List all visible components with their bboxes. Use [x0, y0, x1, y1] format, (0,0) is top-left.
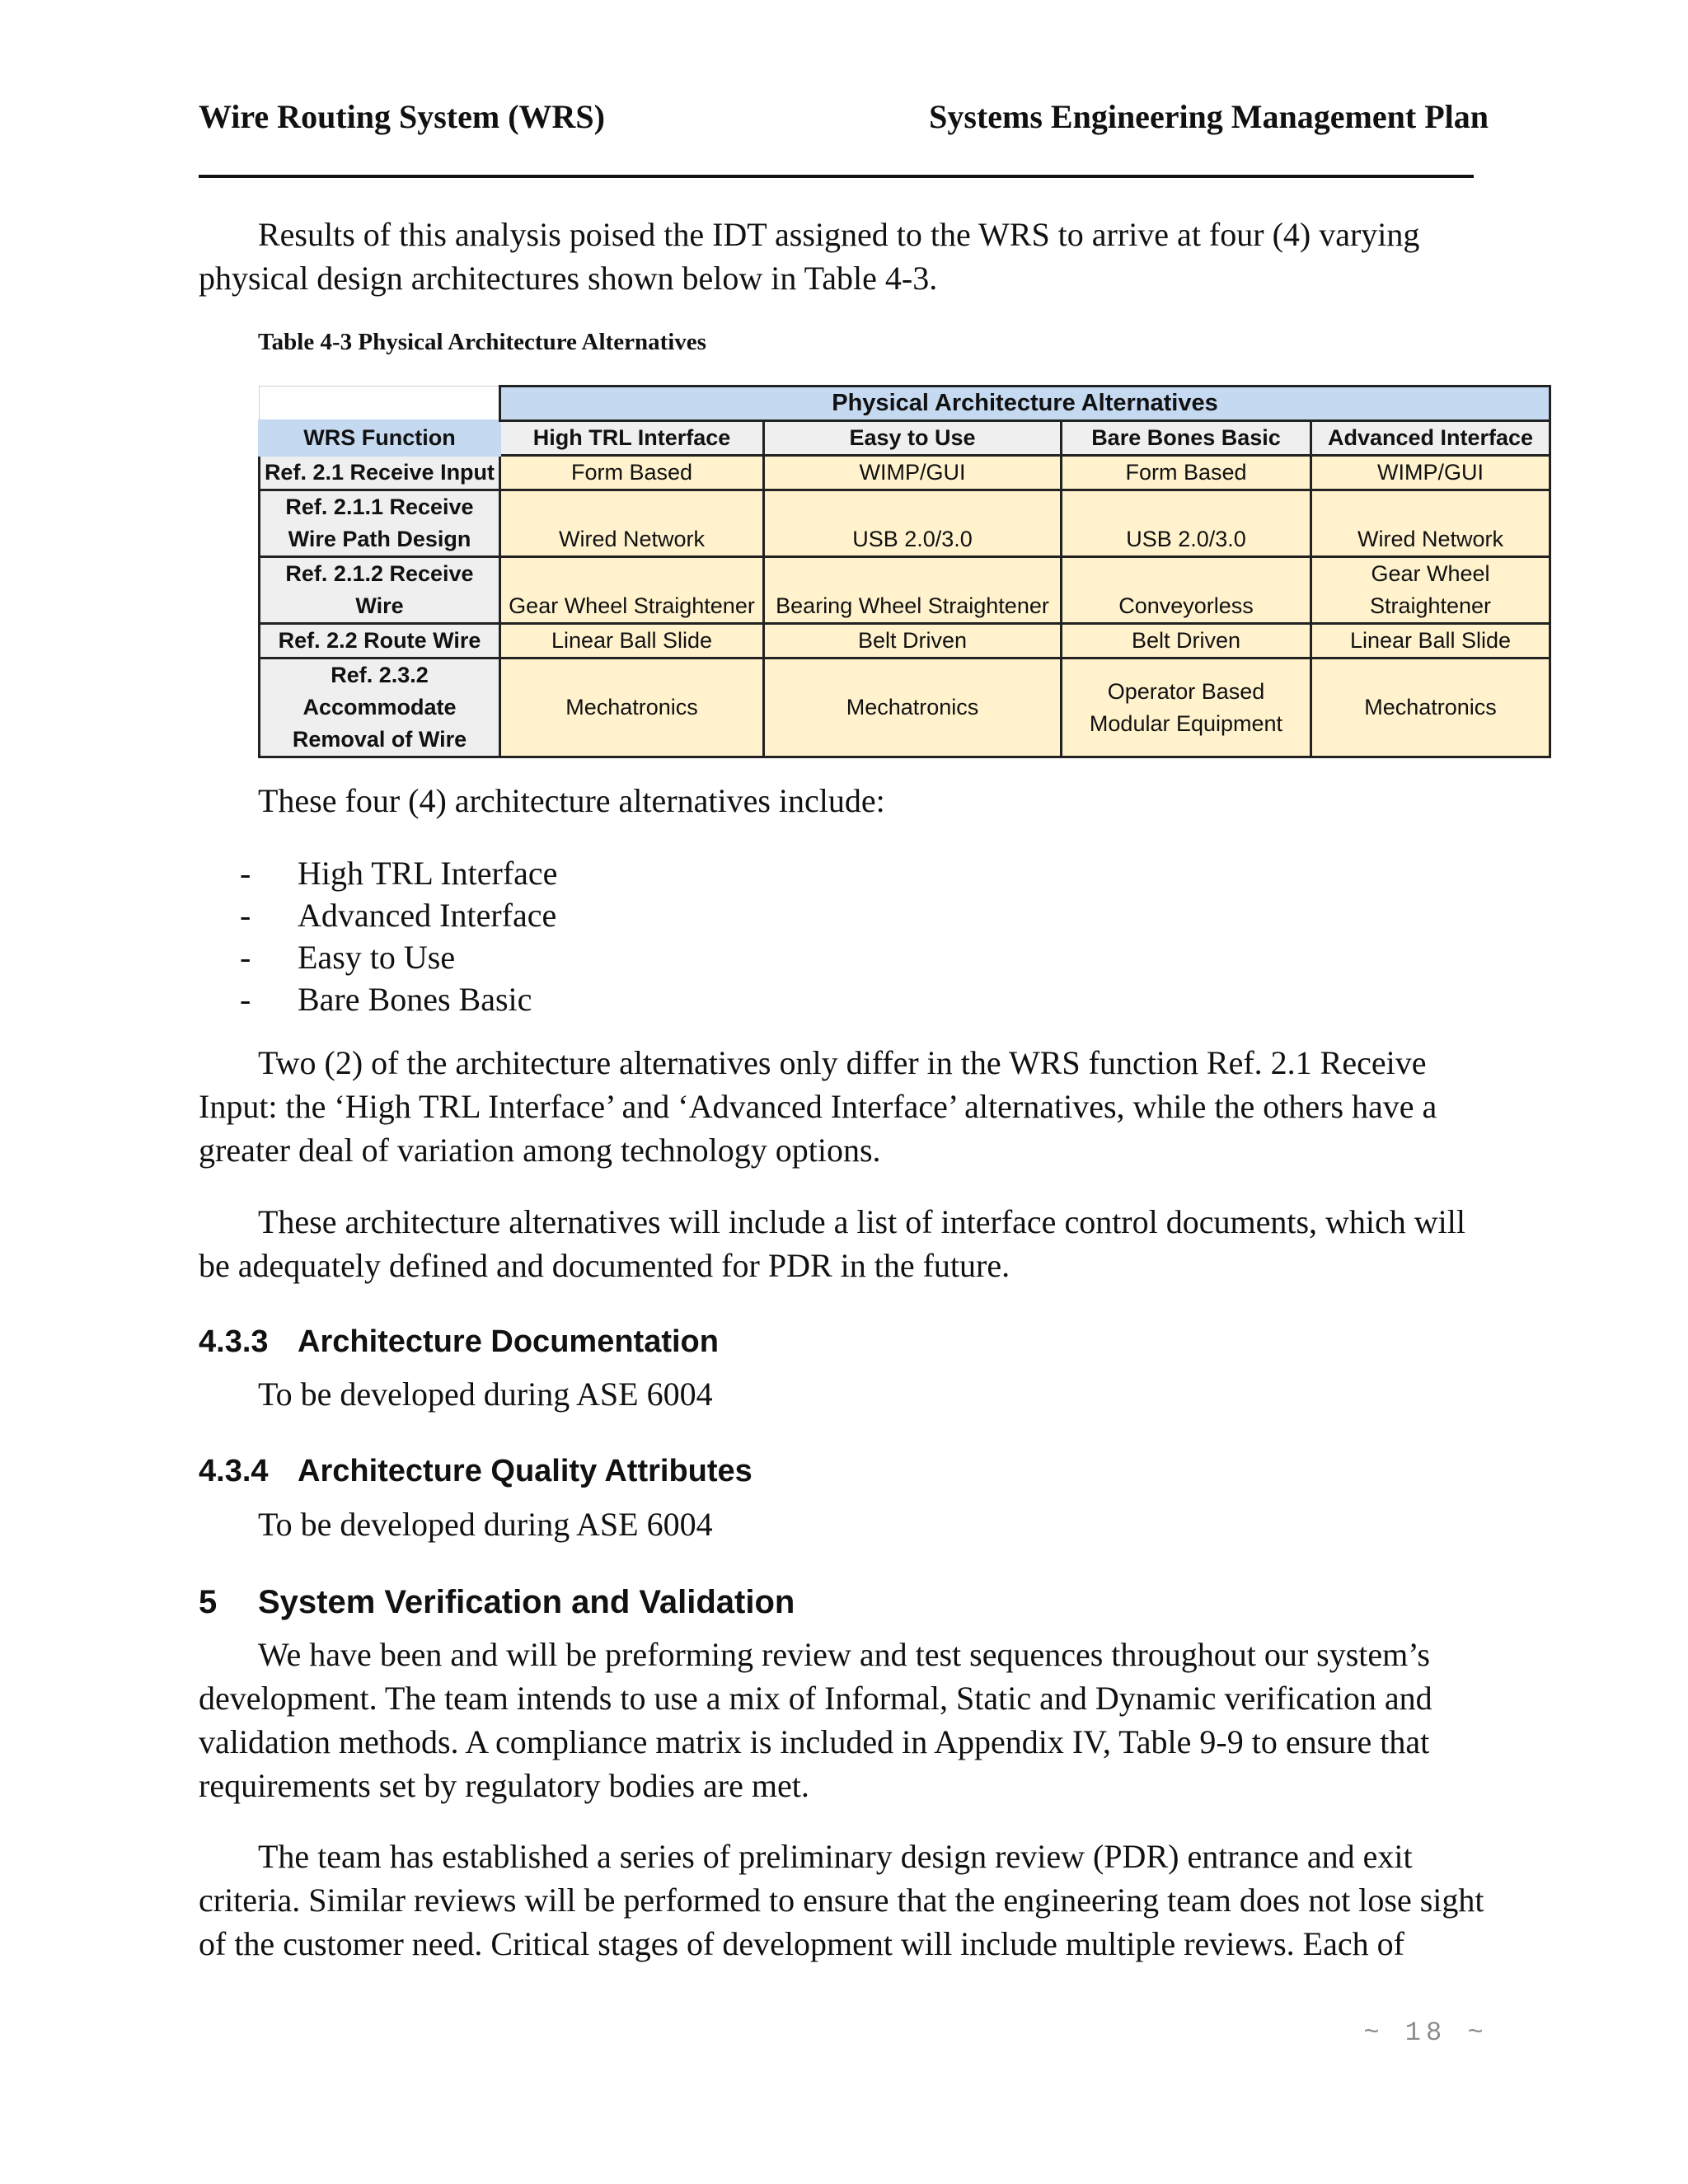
table-cell: Gear Wheel Straightener — [500, 557, 764, 624]
column-header: High TRL Interface — [500, 421, 764, 456]
row-header: Ref. 2.2 Route Wire — [260, 624, 500, 658]
section-number: 5 — [199, 1584, 218, 1620]
section-title: Architecture Quality Attributes — [298, 1454, 753, 1488]
function-column-header: WRS Function — [260, 421, 500, 456]
table-cell: Wired Network — [1311, 490, 1550, 557]
header-right-title: Systems Engineering Management Plan — [929, 98, 1489, 135]
table-row — [260, 456, 1550, 490]
header-rule — [199, 175, 1474, 178]
section-body: To be developed during ASE 6004 — [258, 1506, 713, 1543]
column-header: Bare Bones Basic — [1062, 421, 1311, 456]
list-item — [240, 936, 557, 978]
intro-line: Results of this analysis poised the IDT assigned to the WRS to arrive at four (4) varying — [258, 216, 1420, 253]
header-left-title: Wire Routing System (WRS) — [199, 98, 605, 135]
column-header: Easy to Use — [764, 421, 1062, 456]
paragraph-two-alternatives: Two (2) of the architecture alternatives only differ in the WRS function Ref. 2.1 Receive Input: the ‘High TRL Interface’ and ‘Advanced Interface’ alternatives, while the others have a greater deal of variation among technology options. — [199, 1044, 1437, 1169]
section-heading-4-3-3 — [199, 1324, 719, 1360]
table-cell: USB 2.0/3.0 — [1062, 490, 1311, 557]
section-title: Architecture Documentation — [298, 1324, 719, 1359]
table-cell: Belt Driven — [764, 624, 1062, 658]
table-cell: Wired Network — [500, 490, 764, 557]
table-cell: WIMP/GUI — [764, 456, 1062, 490]
row-header: Ref. 2.1 Receive Input — [260, 456, 500, 490]
section-body: To be developed during ASE 6004 — [258, 1376, 713, 1413]
bullet-marker: - — [240, 981, 251, 1018]
row-header: Ref. 2.1.2 Receive Wire — [260, 557, 500, 624]
bullet-marker: - — [240, 939, 251, 976]
table-row — [260, 624, 1550, 658]
list-item-text: High TRL Interface — [298, 855, 558, 892]
row-header: Ref. 2.1.1 Receive Wire Path Design — [260, 490, 500, 557]
section-title: System Verification and Validation — [258, 1584, 795, 1620]
table-cell: Belt Driven — [1062, 624, 1311, 658]
list-item — [240, 852, 557, 894]
table-cell: Bearing Wheel Straightener — [764, 557, 1062, 624]
bullet-marker: - — [240, 897, 251, 934]
table-group-row — [260, 387, 1550, 421]
table-cell: Linear Ball Slide — [1311, 624, 1550, 658]
table-cell: Linear Ball Slide — [500, 624, 764, 658]
table-cell: Mechatronics — [1311, 658, 1550, 757]
paragraph-pdr: The team has established a series of preliminary design review (PDR) entrance and exit criteria. Similar reviews will be performed to ensure that the engineering team does not lose sight of the customer need. Critical stages of development will include multiple reviews. Each of — [199, 1838, 1484, 1962]
table-cell: Mechatronics — [764, 658, 1062, 757]
paragraph-verification-validation: We have been and will be preforming review and test sequences throughout our system’s development. The team intends to use a mix of Informal, Static and Dynamic verification and validation methods. A compliance matrix is included in Appendix IV, Table 9-9 to ensure that requirements set by regulatory bodies are met. — [199, 1636, 1432, 1804]
architecture-table — [258, 385, 1551, 758]
table-cell: Gear Wheel Straightener — [1311, 557, 1550, 624]
table-cell: Form Based — [500, 456, 764, 490]
table-header-row — [260, 421, 1550, 456]
table-cell: Conveyorless — [1062, 557, 1311, 624]
alternatives-intro: These four (4) architecture alternatives include: — [258, 782, 885, 819]
row-header: Ref. 2.3.2 Accommodate Removal of Wire — [260, 658, 500, 757]
list-item — [240, 894, 557, 936]
intro-paragraph — [199, 213, 1493, 300]
section-heading-5 — [199, 1584, 795, 1621]
bullet-marker: - — [240, 855, 251, 892]
list-item-text: Bare Bones Basic — [298, 981, 532, 1018]
table-group-header: Physical Architecture Alternatives — [500, 387, 1550, 421]
table-cell: WIMP/GUI — [1311, 456, 1550, 490]
list-item-text: Easy to Use — [298, 939, 456, 976]
list-item — [240, 978, 557, 1020]
table-cell: Operator Based Modular Equipment — [1062, 658, 1311, 757]
list-item-text: Advanced Interface — [298, 897, 557, 934]
table-row — [260, 658, 1550, 757]
table-row — [260, 490, 1550, 557]
table-cell: USB 2.0/3.0 — [764, 490, 1062, 557]
table-cell: Form Based — [1062, 456, 1311, 490]
page-number: ~ 18 ~ — [1363, 2018, 1489, 2048]
section-number: 4.3.3 — [199, 1324, 269, 1359]
section-number: 4.3.4 — [199, 1454, 269, 1488]
table-corner-cell — [260, 387, 500, 421]
table-cell: Mechatronics — [500, 658, 764, 757]
section-heading-4-3-4 — [199, 1454, 753, 1489]
intro-line: physical design architectures shown below in Table 4-3. — [199, 260, 938, 297]
paragraph-icd: These architecture alternatives will include a list of interface control documents, which will be adequately defined and documented for PDR in the future. — [199, 1203, 1466, 1284]
alternatives-list — [240, 852, 557, 1020]
column-header: Advanced Interface — [1311, 421, 1550, 456]
table-caption: Table 4-3 Physical Architecture Alternatives — [258, 329, 706, 355]
table-row — [260, 557, 1550, 624]
